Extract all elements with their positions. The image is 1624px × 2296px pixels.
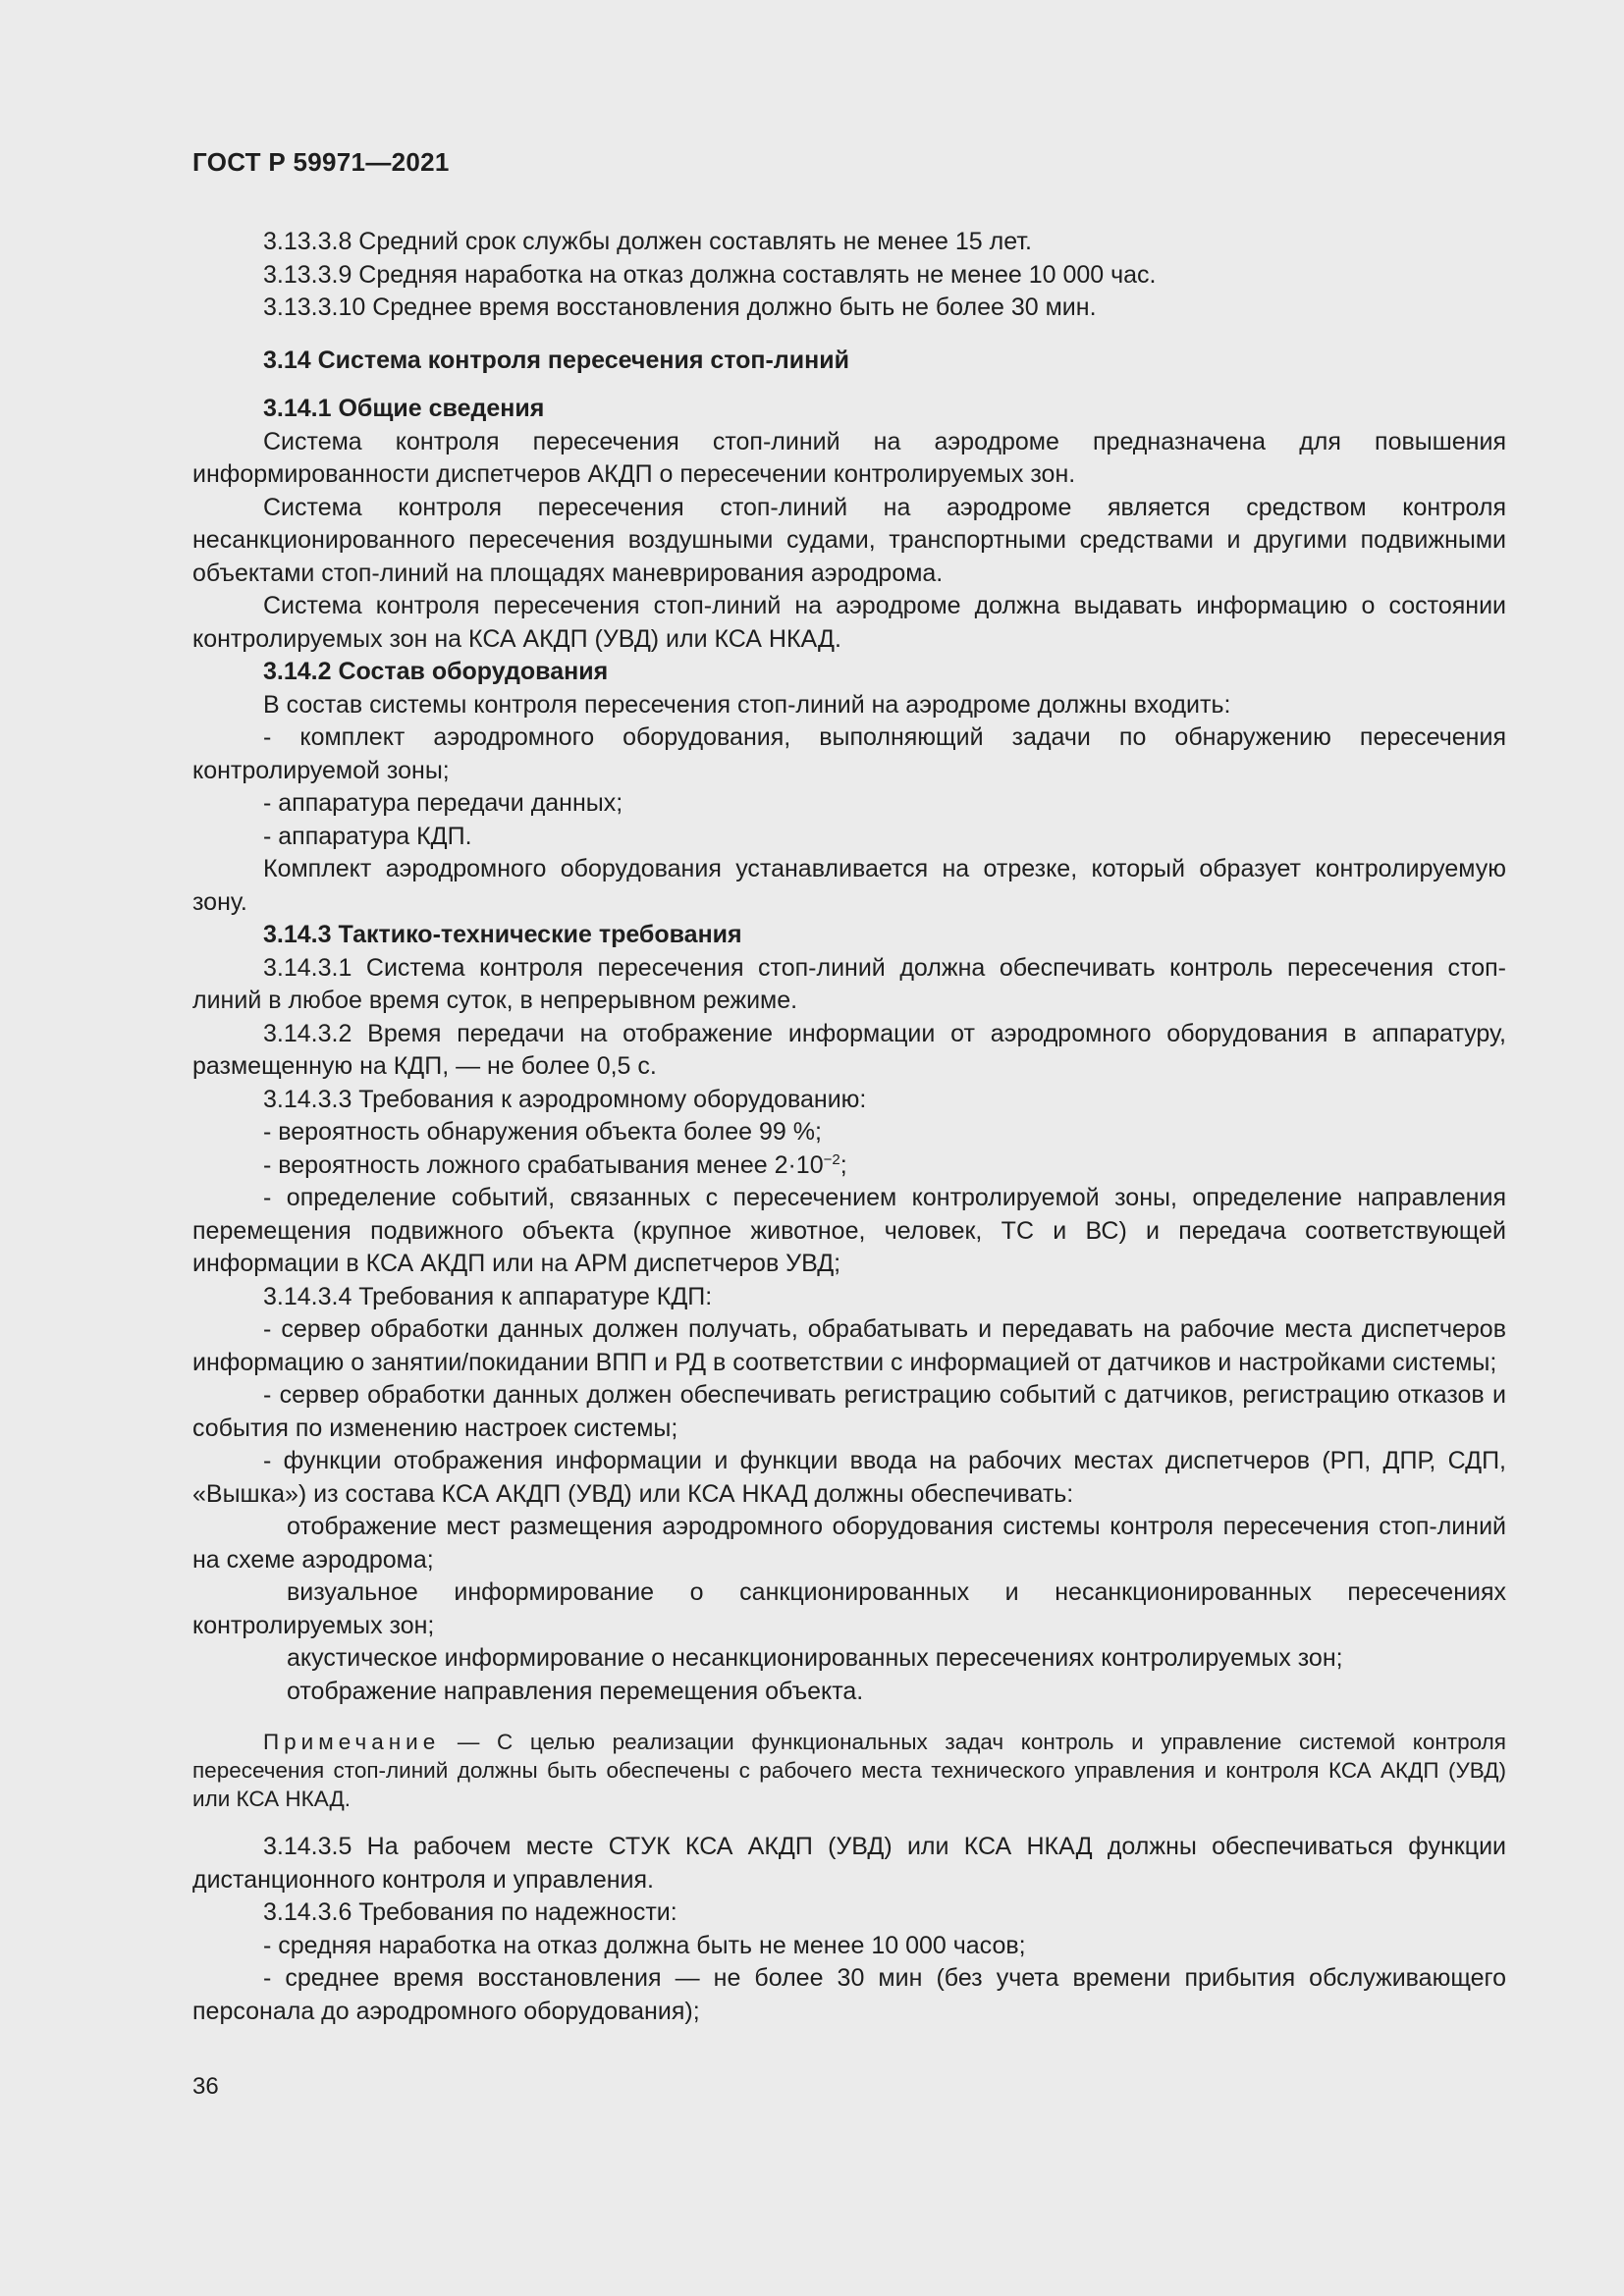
list-item: - аппаратура КДП. — [263, 822, 472, 850]
paragraph: Система контроля пересечения стоп-линий на аэродроме должна выдавать информацию о состоянии контролируемых зон на КСА АКДП (УВД) или КСА НКАД. — [192, 592, 1506, 653]
subsection-heading: 3.14.1 Общие сведения — [263, 395, 545, 422]
subsection-heading: 3.14.2 Состав оборудования — [263, 658, 609, 685]
list-item: - аппаратура передачи данных; — [263, 789, 623, 817]
list-item: - вероятность обнаружения объекта более 99 %; — [263, 1118, 822, 1146]
subsection-heading: 3.14.3 Тактико-технические требования — [263, 921, 742, 948]
list-item: - определение событий, связанных с пересечением контролируемой зоны, определение направления перемещения подвижного объекта (крупное животное, человек, ТС и ВС) и передача соответствующей информации в КСА АКДП или на АРМ диспетчеров УВД; — [192, 1184, 1506, 1277]
document-header-standard-id: ГОСТ Р 59971—2021 — [192, 147, 450, 177]
paragraph: 3.14.3.2 Время передачи на отображение информации от аэродромного оборудования в аппаратуру, размещенную на КДП, — не более 0,5 с. — [192, 1019, 1506, 1080]
paragraph: 3.14.3.3 Требования к аэродромному оборудованию: — [263, 1085, 867, 1113]
paragraph: 3.13.3.10 Среднее время восстановления должно быть не более 30 мин. — [263, 294, 1097, 321]
list-item-end: ; — [839, 1150, 847, 1179]
list-subitem: акустическое информирование о несанкционированных пересечениях контролируемых зон; — [287, 1644, 1343, 1672]
note-text: — С целью реализации функциональных задач контроль и управление системой контроля пересечения стоп-линий должны быть обеспечены с рабочего места технического управления и контроля КСА АКДП (УВД) или КСА НКАД. — [192, 1730, 1506, 1811]
section-heading: 3.14 Система контроля пересечения стоп-линий — [263, 346, 849, 374]
exponent: −2 — [823, 1150, 840, 1168]
list-item-text: - вероятность ложного срабатывания менее 2·10 — [263, 1150, 824, 1179]
note — [192, 1728, 1506, 1813]
paragraph: Система контроля пересечения стоп-линий на аэродроме предназначена для повышения информированности диспетчеров АКДП о пересечении контролируемых зон. — [192, 427, 1506, 488]
list-item — [192, 1149, 1506, 1183]
paragraph: Комплект аэродромного оборудования устанавливается на отрезке, который образует контролируемую зону. — [192, 855, 1506, 916]
list-item: - сервер обработки данных должен обеспечивать регистрацию событий с датчиков, регистрацию отказов и события по изменению настроек системы; — [192, 1381, 1506, 1442]
paragraph: В состав системы контроля пересечения стоп-линий на аэродроме должны входить: — [263, 690, 1231, 719]
list-item: - среднее время восстановления — не более 30 мин (без учета времени прибытия обслуживающего персонала до аэродромного оборудования); — [192, 1964, 1506, 2025]
paragraph: 3.14.3.4 Требования к аппаратуре КДП: — [263, 1282, 713, 1310]
document-body — [192, 226, 1506, 2028]
note-label: Примечание — [263, 1730, 441, 1754]
list-subitem: визуальное информирование о санкционированных и несанкционированных пересечениях контролируемых зон; — [192, 1578, 1506, 1639]
list-item: - средняя наработка на отказ должна быть не менее 10 000 часов; — [263, 1931, 1026, 1959]
list-item: - функции отображения информации и функции ввода на рабочих местах диспетчеров (РП, ДПР, СДП, «Вышка») из состава КСА АКДП (УВД) или КСА НКАД должны обеспечивать: — [192, 1447, 1506, 1508]
paragraph: 3.14.3.6 Требования по надежности: — [263, 1898, 677, 1926]
page-number: 36 — [192, 2073, 219, 2100]
paragraph: 3.14.3.5 На рабочем месте СТУК КСА АКДП (УВД) или КСА НКАД должны обеспечиваться функции дистанционного контроля и управления. — [192, 1833, 1506, 1894]
paragraph: 3.14.3.1 Система контроля пересечения стоп-линий должна обеспечивать контроль пересечения стоп-линий в любое время суток, в непрерывном режиме. — [192, 953, 1506, 1014]
list-item: - сервер обработки данных должен получать, обрабатывать и передавать на рабочие места диспетчеров информацию о занятии/покидании ВПП и РД в соответствии с информацией от датчиков и настройками системы; — [192, 1315, 1506, 1376]
list-subitem: отображение направления перемещения объекта. — [287, 1677, 864, 1705]
list-subitem: отображение мест размещения аэродромного оборудования системы контроля пересечения стоп-линий на схеме аэродрома; — [192, 1513, 1506, 1574]
list-item: - комплект аэродромного оборудования, выполняющий задачи по обнаружению пересечения контролируемой зоны; — [192, 723, 1506, 784]
paragraph: 3.13.3.8 Средний срок службы должен составлять не менее 15 лет. — [263, 228, 1032, 255]
paragraph: Система контроля пересечения стоп-линий на аэродроме является средством контроля несанкционированного пересечения воздушными судами, транспортными средствами и другими подвижными объектами стоп-линий на площадях маневрирования аэродрома. — [192, 493, 1506, 587]
paragraph: 3.13.3.9 Средняя наработка на отказ должна составлять не менее 10 000 час. — [263, 260, 1157, 289]
